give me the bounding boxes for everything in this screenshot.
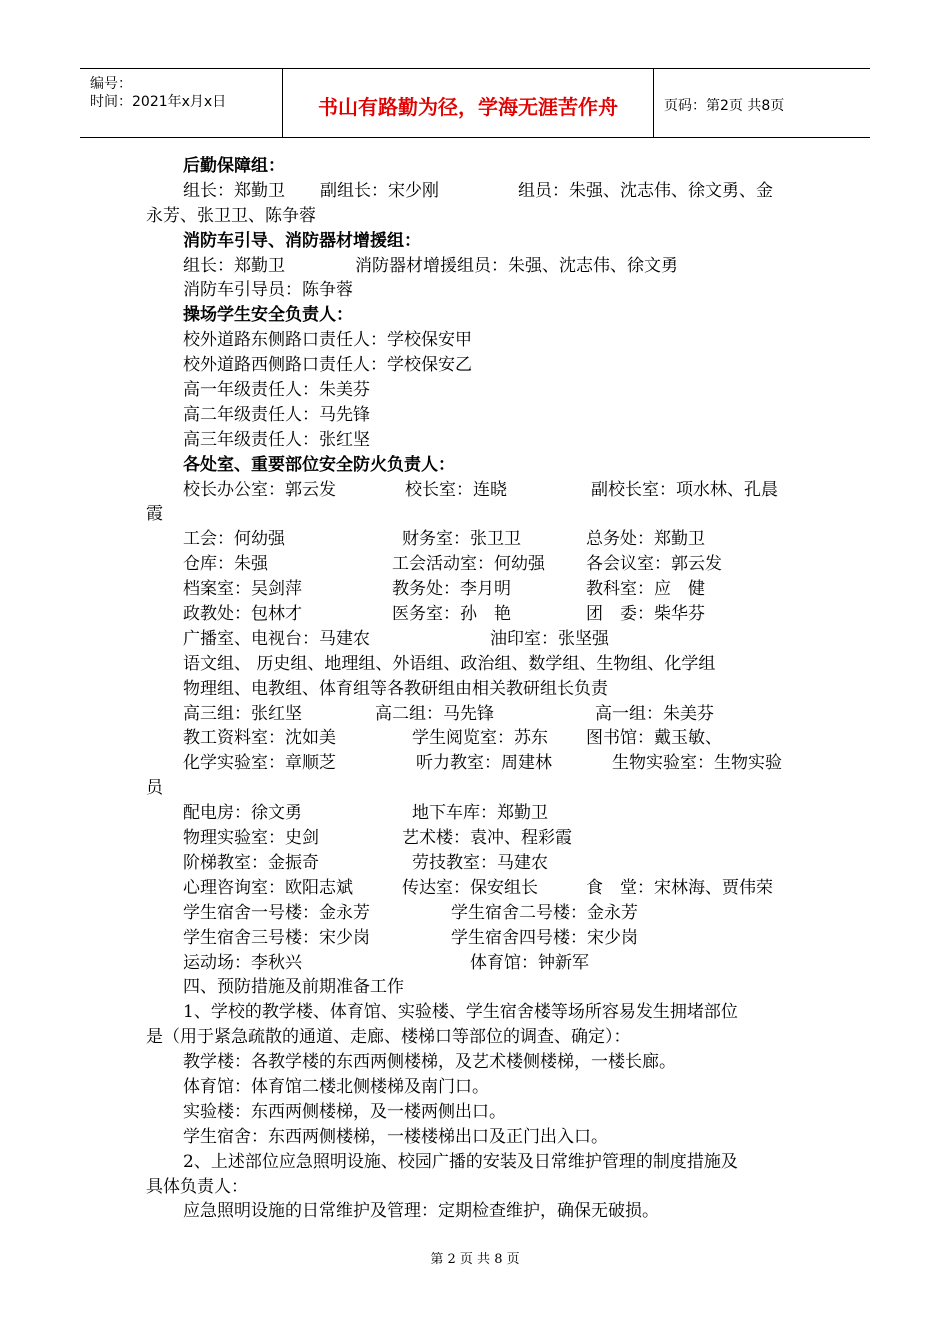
section-heading: 操场学生安全负责人： (183, 305, 353, 326)
header-page-cell (654, 69, 870, 137)
text-segment: 图书馆：戴玉敏、 (586, 728, 722, 749)
text-segment: 工会活动室：何幼强 (392, 554, 545, 575)
page-footer: 第 2 页 共 8 页 (430, 1252, 520, 1267)
text-segment: 高二组：马先锋 (375, 703, 494, 724)
text-segment: 副校长室：项水林、孔晨 (591, 479, 778, 500)
text-line (146, 926, 812, 951)
text-line: 体育馆：体育馆二楼北侧楼梯及南门口。 (183, 1076, 489, 1097)
text-segment: 组员：朱强、沈志伟、徐文勇、金 (518, 180, 773, 201)
text-segment: 体育馆：钟新军 (470, 952, 589, 973)
document-body (146, 154, 812, 1224)
text-segment: 教工资料室：沈如美 (183, 728, 336, 749)
text-segment: 总务处：郑勤卫 (586, 529, 705, 550)
text-line (146, 851, 812, 876)
text-line: 物理组、电教组、体育组等各教研组由相关教研组长负责 (183, 678, 608, 699)
header-motto-cell (283, 69, 654, 137)
text-segment: 教科室：应 健 (586, 579, 705, 600)
text-segment: 油印室：张坚强 (490, 628, 609, 649)
text-line: 语文组、 历史组、地理组、外语组、政治组、数学组、生物组、化学组 (183, 653, 716, 674)
text-segment: 校长办公室：郭云发 (183, 479, 336, 500)
text-segment: 食 堂：宋林海、贾伟荣 (586, 877, 773, 898)
text-segment: 财务室：张卫卫 (402, 529, 521, 550)
text-line (146, 951, 812, 976)
text-line (146, 751, 812, 776)
text-line: 霞 (146, 504, 163, 525)
text-segment: 学生宿舍四号楼：宋少岗 (451, 927, 638, 948)
text-line (146, 552, 812, 577)
header-info-cell (80, 69, 283, 137)
number-label: 编号： (90, 76, 132, 92)
section-heading: 后勤保障组： (183, 156, 285, 176)
text-line: 具体负责人： (146, 1176, 248, 1197)
text-line (146, 627, 812, 652)
text-segment: 物理实验室：史剑 (183, 828, 319, 849)
text-line: 员 (146, 778, 163, 799)
text-segment: 档案室：吴剑萍 (183, 579, 302, 600)
text-line: 消防车引导员：陈争蓉 (183, 280, 353, 301)
text-line: 高二年级责任人：马先锋 (183, 404, 370, 425)
text-line: 校外道路西侧路口责任人：学校保安乙 (183, 355, 472, 376)
text-segment: 学生阅览室：苏东 (412, 728, 548, 749)
text-segment: 消防器材增援组员：朱强、沈志伟、徐文勇 (355, 255, 678, 276)
text-line (146, 901, 812, 926)
text-segment: 组长：郑勤卫 (183, 180, 285, 201)
text-segment: 生物实验室：生物实验 (612, 753, 782, 774)
section-heading: 各处室、重要部位安全防火负责人： (183, 454, 455, 475)
text-line (146, 254, 812, 279)
text-segment: 团 委：柴华芬 (586, 604, 705, 625)
text-segment: 学生宿舍三号楼：宋少岗 (183, 927, 370, 948)
text-segment: 教务处：李月明 (392, 579, 511, 600)
text-line: 校外道路东侧路口责任人：学校保安甲 (183, 330, 472, 351)
motto: 书山有路勤为径，学海无涯苦作舟 (318, 95, 618, 119)
text-line (146, 726, 812, 751)
text-line: 1、学校的教学楼、体育馆、实验楼、学生宿舍楼等场所容易发生拥堵部位 (183, 1002, 738, 1023)
text-line: 永芳、张卫卫、陈争蓉 (146, 205, 316, 226)
text-line: 高一年级责任人：朱美芬 (183, 380, 370, 401)
text-segment: 仓库：朱强 (183, 554, 268, 575)
text-line: 2、上述部位应急照明设施、校园广播的安装及日常维护管理的制度措施及 (183, 1151, 738, 1172)
page-header (80, 68, 870, 138)
text-line (146, 826, 812, 851)
text-line: 学生宿舍：东西两侧楼梯，一楼楼梯出口及正门出入口。 (183, 1126, 608, 1147)
text-line (146, 801, 812, 826)
text-segment: 各会议室：郭云发 (586, 554, 722, 575)
text-segment: 组长：郑勤卫 (183, 255, 285, 276)
text-segment: 地下车库：郑勤卫 (412, 803, 548, 824)
text-segment: 政教处：包林才 (183, 604, 302, 625)
text-line (146, 577, 812, 602)
text-segment: 听力教室：周建林 (416, 753, 552, 774)
text-segment: 心理咨询室：欧阳志斌 (183, 877, 353, 898)
time-label: 时间：2021年x月x日 (90, 94, 227, 110)
text-line (146, 179, 812, 204)
section-heading: 四、预防措施及前期准备工作 (183, 977, 404, 998)
text-line (146, 876, 812, 901)
text-segment: 化学实验室：章顺芝 (183, 753, 336, 774)
text-line (146, 602, 812, 627)
text-segment: 运动场：李秋兴 (183, 952, 302, 973)
text-segment: 学生宿舍二号楼：金永芳 (451, 902, 638, 923)
text-segment: 广播室、电视台：马建农 (183, 628, 370, 649)
text-line (146, 702, 812, 727)
text-segment: 副组长：宋少刚 (320, 180, 439, 201)
text-segment: 阶梯教室：金振奇 (183, 852, 319, 873)
text-line: 高三年级责任人：张红坚 (183, 429, 370, 450)
text-segment: 工会：何幼强 (183, 529, 285, 550)
text-segment: 传达室：保安组长 (402, 877, 538, 898)
text-segment: 学生宿舍一号楼：金永芳 (183, 902, 370, 923)
text-line: 实验楼：东西两侧楼梯，及一楼两侧出口。 (183, 1101, 506, 1122)
text-line (146, 478, 812, 503)
text-segment: 配电房：徐文勇 (183, 803, 302, 824)
text-segment: 高三组：张红坚 (183, 703, 302, 724)
text-line (146, 527, 812, 552)
text-line: 是（用于紧急疏散的通道、走廊、楼梯口等部位的调查、确定）： (146, 1027, 631, 1048)
text-line: 教学楼：各教学楼的东西两侧楼梯，及艺术楼侧楼梯，一楼长廊。 (183, 1052, 676, 1073)
page-info: 页码：第2页 共8页 (664, 98, 785, 114)
text-segment: 高一组：朱美芬 (595, 703, 714, 724)
section-heading: 消防车引导、消防器材增援组： (183, 230, 421, 251)
text-line: 应急照明设施的日常维护及管理：定期检查维护，确保无破损。 (183, 1201, 659, 1222)
text-segment: 校长室：连晓 (405, 479, 507, 500)
text-segment: 劳技教室：马建农 (412, 852, 548, 873)
text-segment: 艺术楼：袁冲、程彩霞 (402, 828, 572, 849)
text-segment: 医务室：孙 艳 (392, 604, 511, 625)
